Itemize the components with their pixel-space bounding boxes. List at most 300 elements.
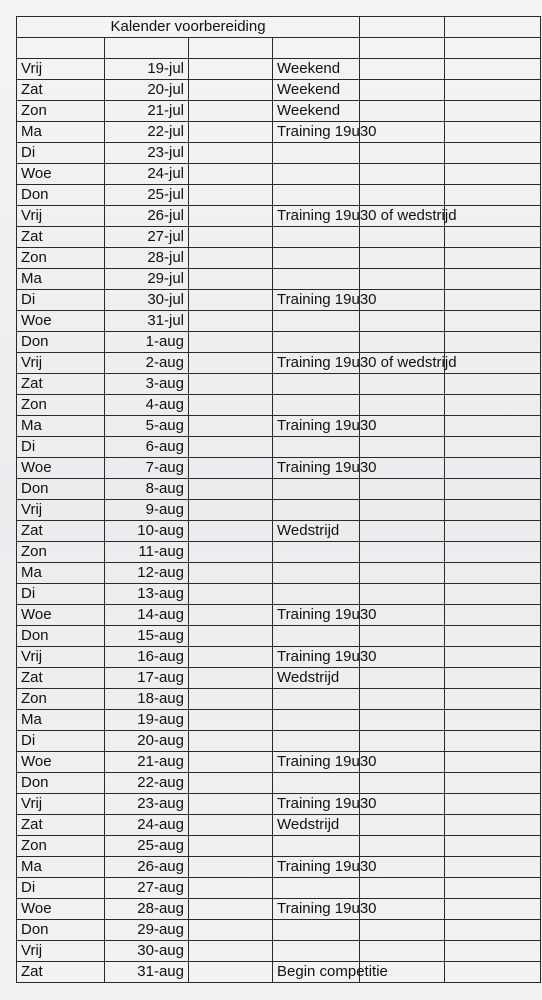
calendar-row [17, 878, 541, 899]
empty-cell [445, 353, 541, 374]
day-cell: Di [17, 731, 105, 752]
note-cell [273, 227, 360, 248]
note-cell [273, 710, 360, 731]
empty-cell [17, 38, 105, 59]
note-cell [273, 311, 360, 332]
note-cell [273, 248, 360, 269]
calendar-row [17, 962, 541, 983]
date-cell: 2-aug [105, 353, 189, 374]
empty-cell [189, 206, 273, 227]
empty-cell [445, 332, 541, 353]
note-cell: Training 19u30 [273, 752, 360, 773]
day-cell: Di [17, 437, 105, 458]
empty-cell [189, 605, 273, 626]
date-cell: 9-aug [105, 500, 189, 521]
empty-cell [445, 647, 541, 668]
empty-cell [360, 563, 445, 584]
empty-cell [445, 458, 541, 479]
calendar-row [17, 479, 541, 500]
empty-cell [445, 479, 541, 500]
empty-cell [445, 206, 541, 227]
date-cell: 23-aug [105, 794, 189, 815]
empty-cell [189, 584, 273, 605]
calendar-row [17, 815, 541, 836]
empty-cell [189, 248, 273, 269]
day-cell: Zat [17, 521, 105, 542]
empty-cell [189, 689, 273, 710]
date-cell: 7-aug [105, 458, 189, 479]
empty-cell [189, 941, 273, 962]
calendar-row [17, 731, 541, 752]
empty-cell [189, 899, 273, 920]
calendar-row [17, 374, 541, 395]
day-cell: Don [17, 332, 105, 353]
day-cell: Ma [17, 416, 105, 437]
day-cell: Ma [17, 122, 105, 143]
day-cell: Don [17, 626, 105, 647]
empty-cell [360, 836, 445, 857]
note-cell: Training 19u30 [273, 647, 360, 668]
empty-cell [189, 458, 273, 479]
empty-cell [360, 815, 445, 836]
date-cell: 8-aug [105, 479, 189, 500]
note-cell: Training 19u30 [273, 416, 360, 437]
empty-cell [360, 437, 445, 458]
empty-cell [189, 122, 273, 143]
date-cell: 30-aug [105, 941, 189, 962]
day-cell: Zon [17, 395, 105, 416]
calendar-row [17, 794, 541, 815]
empty-cell [189, 500, 273, 521]
calendar-row [17, 59, 541, 80]
date-cell: 27-aug [105, 878, 189, 899]
day-cell: Don [17, 185, 105, 206]
empty-cell [360, 584, 445, 605]
date-cell: 23-jul [105, 143, 189, 164]
calendar-row [17, 710, 541, 731]
title-row [17, 17, 541, 38]
date-cell: 29-jul [105, 269, 189, 290]
note-cell [273, 941, 360, 962]
empty-cell [273, 38, 360, 59]
date-cell: 28-jul [105, 248, 189, 269]
empty-cell [360, 59, 445, 80]
calendar-row [17, 647, 541, 668]
empty-cell [189, 731, 273, 752]
empty-cell [445, 17, 541, 38]
empty-cell [360, 668, 445, 689]
empty-cell [445, 59, 541, 80]
empty-cell [445, 689, 541, 710]
empty-cell [445, 668, 541, 689]
empty-cell [189, 815, 273, 836]
empty-cell [445, 521, 541, 542]
empty-cell [189, 332, 273, 353]
calendar-row [17, 437, 541, 458]
day-cell: Di [17, 290, 105, 311]
empty-cell [445, 185, 541, 206]
note-cell: Weekend [273, 101, 360, 122]
date-cell: 30-jul [105, 290, 189, 311]
calendar-row [17, 689, 541, 710]
note-cell [273, 437, 360, 458]
calendar-row [17, 605, 541, 626]
empty-cell [445, 878, 541, 899]
empty-cell [189, 479, 273, 500]
date-cell: 13-aug [105, 584, 189, 605]
date-cell: 28-aug [105, 899, 189, 920]
note-cell: Training 19u30 [273, 122, 360, 143]
empty-cell [445, 437, 541, 458]
note-cell: Weekend [273, 59, 360, 80]
date-cell: 20-aug [105, 731, 189, 752]
empty-cell [445, 374, 541, 395]
calendar-row [17, 773, 541, 794]
date-cell: 22-aug [105, 773, 189, 794]
calendar-row [17, 353, 541, 374]
empty-cell [445, 311, 541, 332]
note-cell: Training 19u30 [273, 290, 360, 311]
date-cell: 25-jul [105, 185, 189, 206]
day-cell: Ma [17, 710, 105, 731]
empty-cell [445, 920, 541, 941]
note-cell: Wedstrijd [273, 668, 360, 689]
day-cell: Vrij [17, 500, 105, 521]
empty-cell [189, 38, 273, 59]
day-cell: Zat [17, 374, 105, 395]
calendar-row [17, 248, 541, 269]
date-cell: 5-aug [105, 416, 189, 437]
empty-cell [189, 416, 273, 437]
note-cell [273, 500, 360, 521]
empty-cell [445, 500, 541, 521]
empty-cell [189, 857, 273, 878]
empty-cell [360, 164, 445, 185]
calendar-row [17, 101, 541, 122]
empty-cell [360, 626, 445, 647]
empty-cell [189, 563, 273, 584]
empty-cell [445, 773, 541, 794]
empty-cell [189, 101, 273, 122]
empty-cell [189, 164, 273, 185]
empty-cell [445, 815, 541, 836]
date-cell: 11-aug [105, 542, 189, 563]
note-cell [273, 332, 360, 353]
empty-cell [360, 269, 445, 290]
calendar-row [17, 143, 541, 164]
calendar-row [17, 668, 541, 689]
note-cell [273, 920, 360, 941]
empty-cell [189, 311, 273, 332]
date-cell: 1-aug [105, 332, 189, 353]
day-cell: Zat [17, 815, 105, 836]
day-cell: Zon [17, 101, 105, 122]
empty-cell [445, 752, 541, 773]
day-cell: Vrij [17, 353, 105, 374]
empty-cell [445, 101, 541, 122]
note-cell: Wedstrijd [273, 815, 360, 836]
empty-cell [360, 332, 445, 353]
note-cell [273, 269, 360, 290]
empty-cell [360, 689, 445, 710]
note-cell [273, 563, 360, 584]
calendar-row [17, 458, 541, 479]
date-cell: 21-jul [105, 101, 189, 122]
empty-cell [189, 185, 273, 206]
day-cell: Vrij [17, 647, 105, 668]
note-cell [273, 689, 360, 710]
empty-cell [445, 269, 541, 290]
date-cell: 29-aug [105, 920, 189, 941]
calendar-table [16, 16, 541, 983]
calendar-row [17, 80, 541, 101]
day-cell: Don [17, 773, 105, 794]
empty-cell [445, 38, 541, 59]
empty-cell [360, 248, 445, 269]
date-cell: 14-aug [105, 605, 189, 626]
calendar-row [17, 626, 541, 647]
note-cell: Training 19u30 [273, 857, 360, 878]
date-cell: 4-aug [105, 395, 189, 416]
empty-cell [360, 143, 445, 164]
day-cell: Woe [17, 164, 105, 185]
day-cell: Zon [17, 542, 105, 563]
day-cell: Vrij [17, 206, 105, 227]
calendar-row [17, 311, 541, 332]
empty-cell [445, 794, 541, 815]
note-cell [273, 374, 360, 395]
empty-cell [189, 626, 273, 647]
empty-cell [105, 38, 189, 59]
date-cell: 20-jul [105, 80, 189, 101]
day-cell: Ma [17, 857, 105, 878]
note-cell [273, 836, 360, 857]
day-cell: Woe [17, 605, 105, 626]
date-cell: 17-aug [105, 668, 189, 689]
empty-cell [445, 710, 541, 731]
empty-cell [189, 542, 273, 563]
empty-cell [445, 395, 541, 416]
note-cell [273, 164, 360, 185]
note-cell [273, 773, 360, 794]
note-cell [273, 878, 360, 899]
date-cell: 24-jul [105, 164, 189, 185]
empty-cell [445, 899, 541, 920]
day-cell: Di [17, 143, 105, 164]
empty-cell [360, 521, 445, 542]
empty-cell [189, 962, 273, 983]
calendar-row [17, 920, 541, 941]
empty-cell [189, 269, 273, 290]
day-cell: Woe [17, 899, 105, 920]
empty-cell [189, 920, 273, 941]
day-cell: Zon [17, 248, 105, 269]
empty-cell [360, 731, 445, 752]
empty-cell [445, 542, 541, 563]
calendar-title: Kalender voorbereiding [17, 17, 360, 38]
empty-cell [189, 227, 273, 248]
calendar-row [17, 290, 541, 311]
calendar-row [17, 752, 541, 773]
empty-cell [445, 563, 541, 584]
day-cell: Ma [17, 563, 105, 584]
empty-cell [189, 395, 273, 416]
day-cell: Don [17, 920, 105, 941]
empty-cell [189, 836, 273, 857]
date-cell: 27-jul [105, 227, 189, 248]
note-cell: Training 19u30 [273, 899, 360, 920]
day-cell: Woe [17, 752, 105, 773]
empty-cell [360, 878, 445, 899]
note-cell [273, 542, 360, 563]
empty-cell [360, 710, 445, 731]
day-cell: Di [17, 584, 105, 605]
calendar-row [17, 857, 541, 878]
day-cell: Di [17, 878, 105, 899]
day-cell: Zon [17, 689, 105, 710]
date-cell: 16-aug [105, 647, 189, 668]
empty-cell [189, 353, 273, 374]
empty-cell [360, 101, 445, 122]
empty-cell [360, 185, 445, 206]
note-cell: Training 19u30 [273, 605, 360, 626]
empty-cell [445, 80, 541, 101]
note-cell [273, 626, 360, 647]
day-cell: Vrij [17, 941, 105, 962]
empty-cell [360, 311, 445, 332]
calendar-row [17, 206, 541, 227]
empty-cell [189, 710, 273, 731]
day-cell: Woe [17, 311, 105, 332]
date-cell: 24-aug [105, 815, 189, 836]
empty-cell [189, 647, 273, 668]
date-cell: 21-aug [105, 752, 189, 773]
date-cell: 10-aug [105, 521, 189, 542]
calendar-row [17, 185, 541, 206]
empty-cell [189, 59, 273, 80]
empty-cell [189, 374, 273, 395]
day-cell: Zat [17, 668, 105, 689]
empty-cell [360, 773, 445, 794]
date-cell: 31-jul [105, 311, 189, 332]
calendar-row [17, 122, 541, 143]
empty-cell [445, 290, 541, 311]
day-cell: Ma [17, 269, 105, 290]
calendar-row [17, 836, 541, 857]
date-cell: 31-aug [105, 962, 189, 983]
empty-cell [445, 143, 541, 164]
date-cell: 19-jul [105, 59, 189, 80]
date-cell: 26-jul [105, 206, 189, 227]
note-cell [273, 395, 360, 416]
date-cell: 12-aug [105, 563, 189, 584]
date-cell: 3-aug [105, 374, 189, 395]
empty-cell [360, 17, 445, 38]
empty-cell [189, 521, 273, 542]
empty-cell [445, 122, 541, 143]
date-cell: 19-aug [105, 710, 189, 731]
empty-cell [189, 668, 273, 689]
calendar-row [17, 542, 541, 563]
empty-cell [189, 143, 273, 164]
empty-cell [189, 437, 273, 458]
empty-cell [189, 752, 273, 773]
empty-cell [189, 878, 273, 899]
empty-cell [445, 857, 541, 878]
note-cell: Training 19u30 of wedstrijd [273, 353, 360, 374]
day-cell: Vrij [17, 59, 105, 80]
calendar-row [17, 563, 541, 584]
empty-cell [445, 836, 541, 857]
note-cell: Begin competitie [273, 962, 360, 983]
day-cell: Don [17, 479, 105, 500]
note-cell: Weekend [273, 80, 360, 101]
date-cell: 25-aug [105, 836, 189, 857]
empty-cell [360, 395, 445, 416]
calendar-row [17, 332, 541, 353]
date-cell: 6-aug [105, 437, 189, 458]
empty-cell [445, 248, 541, 269]
note-cell [273, 479, 360, 500]
date-cell: 18-aug [105, 689, 189, 710]
note-cell: Training 19u30 [273, 794, 360, 815]
day-cell: Zat [17, 227, 105, 248]
calendar-body [17, 17, 541, 983]
empty-cell [445, 416, 541, 437]
spacer-row [17, 38, 541, 59]
empty-cell [360, 80, 445, 101]
day-cell: Zat [17, 962, 105, 983]
note-cell [273, 143, 360, 164]
day-cell: Zon [17, 836, 105, 857]
empty-cell [189, 80, 273, 101]
calendar-row [17, 941, 541, 962]
date-cell: 15-aug [105, 626, 189, 647]
note-cell: Training 19u30 [273, 458, 360, 479]
date-cell: 22-jul [105, 122, 189, 143]
calendar-row [17, 269, 541, 290]
note-cell: Wedstrijd [273, 521, 360, 542]
empty-cell [445, 731, 541, 752]
calendar-row [17, 227, 541, 248]
empty-cell [445, 962, 541, 983]
empty-cell [189, 794, 273, 815]
calendar-row [17, 395, 541, 416]
empty-cell [445, 626, 541, 647]
empty-cell [189, 773, 273, 794]
calendar-row [17, 416, 541, 437]
note-cell [273, 185, 360, 206]
empty-cell [360, 500, 445, 521]
calendar-row [17, 584, 541, 605]
note-cell: Training 19u30 of wedstrijd [273, 206, 360, 227]
empty-cell [360, 227, 445, 248]
day-cell: Woe [17, 458, 105, 479]
empty-cell [445, 227, 541, 248]
calendar-row [17, 500, 541, 521]
empty-cell [189, 290, 273, 311]
calendar-row [17, 899, 541, 920]
day-cell: Zat [17, 80, 105, 101]
calendar-row [17, 164, 541, 185]
empty-cell [445, 164, 541, 185]
empty-cell [360, 374, 445, 395]
empty-cell [445, 941, 541, 962]
empty-cell [445, 605, 541, 626]
empty-cell [360, 941, 445, 962]
note-cell [273, 731, 360, 752]
empty-cell [445, 584, 541, 605]
